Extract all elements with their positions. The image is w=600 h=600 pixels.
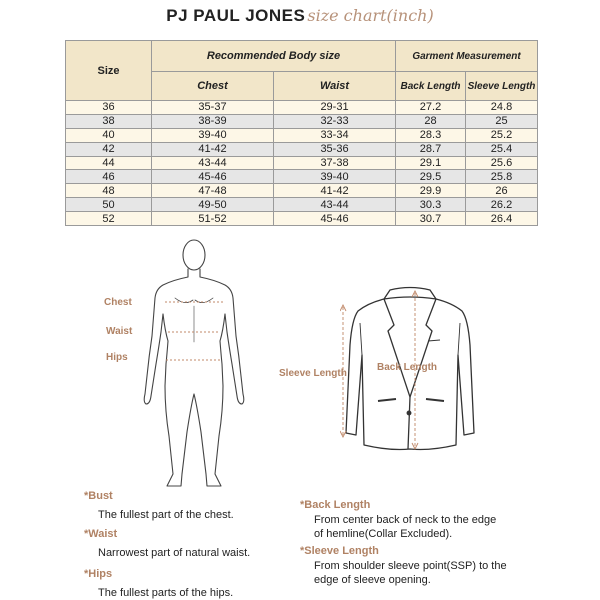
sleeve-length-cell: 25 bbox=[466, 114, 538, 128]
star-icon: * bbox=[84, 490, 89, 502]
definition-hips bbox=[84, 568, 233, 600]
sleeve-length-header: Sleeve Length bbox=[466, 72, 538, 101]
star-icon: * bbox=[84, 568, 89, 580]
jacket-label-back-length: Back Length bbox=[377, 362, 438, 373]
definition-sleeve-length bbox=[300, 545, 507, 587]
chest-header: Chest bbox=[152, 72, 274, 101]
table-row bbox=[66, 156, 538, 170]
table-row bbox=[66, 114, 538, 128]
sleeve-length-cell: 24.8 bbox=[466, 101, 538, 115]
star-icon: * bbox=[300, 545, 305, 557]
definition-text: The fullest part of the chest. bbox=[98, 509, 234, 521]
sleeve-length-cell: 25.4 bbox=[466, 142, 538, 156]
back-length-cell: 29.9 bbox=[396, 184, 466, 198]
size-cell: 52 bbox=[66, 212, 152, 226]
table-row bbox=[66, 198, 538, 212]
size-chart-label: size chart(inch) bbox=[307, 6, 434, 25]
body-figure-illustration bbox=[115, 236, 275, 496]
definition-text: Narrowest part of natural waist. bbox=[98, 547, 251, 559]
size-cell: 42 bbox=[66, 142, 152, 156]
definition-text: The fullest parts of the hips. bbox=[98, 587, 234, 599]
back-length-cell: 28.3 bbox=[396, 128, 466, 142]
definition-term: Bust bbox=[88, 490, 113, 502]
back-length-cell: 30.7 bbox=[396, 212, 466, 226]
chest-cell: 41-42 bbox=[152, 142, 274, 156]
sleeve-length-cell: 26 bbox=[466, 184, 538, 198]
back-length-cell: 30.3 bbox=[396, 198, 466, 212]
chest-cell: 35-37 bbox=[152, 101, 274, 115]
table-row bbox=[66, 101, 538, 115]
size-chart-table bbox=[65, 40, 538, 226]
brand-name: PJ PAUL JONES bbox=[166, 6, 306, 25]
waist-cell: 29-31 bbox=[274, 101, 396, 115]
table-row bbox=[66, 142, 538, 156]
body-label-hips: Hips bbox=[106, 352, 128, 363]
definition-text-line2: edge of sleeve opening. bbox=[314, 574, 431, 586]
waist-header: Waist bbox=[274, 72, 396, 101]
chest-cell: 39-40 bbox=[152, 128, 274, 142]
definition-text-line1: From shoulder sleeve point(SSP) to the bbox=[314, 560, 507, 572]
sleeve-length-cell: 26.4 bbox=[466, 212, 538, 226]
chest-cell: 49-50 bbox=[152, 198, 274, 212]
definition-text-line2: of hemline(Collar Excluded). bbox=[314, 528, 453, 540]
chest-cell: 43-44 bbox=[152, 156, 274, 170]
size-cell: 46 bbox=[66, 170, 152, 184]
waist-cell: 39-40 bbox=[274, 170, 396, 184]
back-length-cell: 29.1 bbox=[396, 156, 466, 170]
chest-cell: 51-52 bbox=[152, 212, 274, 226]
size-cell: 38 bbox=[66, 114, 152, 128]
jacket-illustration bbox=[340, 285, 480, 465]
body-label-chest: Chest bbox=[104, 297, 132, 308]
page-title bbox=[0, 6, 600, 26]
size-header: Size bbox=[66, 41, 152, 101]
waist-cell: 45-46 bbox=[274, 212, 396, 226]
waist-cell: 35-36 bbox=[274, 142, 396, 156]
waist-cell: 32-33 bbox=[274, 114, 396, 128]
definition-term: Back Length bbox=[304, 499, 371, 511]
definition-waist bbox=[84, 528, 250, 560]
sleeve-length-cell: 25.6 bbox=[466, 156, 538, 170]
definition-bust bbox=[84, 490, 234, 522]
table-row bbox=[66, 128, 538, 142]
size-cell: 44 bbox=[66, 156, 152, 170]
garment-group-header: Garment Measurement bbox=[396, 41, 538, 72]
back-length-header: Back Length bbox=[396, 72, 466, 101]
waist-cell: 37-38 bbox=[274, 156, 396, 170]
back-length-cell: 29.5 bbox=[396, 170, 466, 184]
sleeve-length-cell: 25.8 bbox=[466, 170, 538, 184]
chest-cell: 38-39 bbox=[152, 114, 274, 128]
back-length-cell: 28.7 bbox=[396, 142, 466, 156]
waist-cell: 33-34 bbox=[274, 128, 396, 142]
jacket-label-sleeve-length: Sleeve Length bbox=[279, 368, 347, 379]
definition-term: Waist bbox=[88, 528, 118, 540]
definition-text-line1: From center back of neck to the edge bbox=[314, 514, 497, 526]
sleeve-length-cell: 26.2 bbox=[466, 198, 538, 212]
definition-back-length bbox=[300, 499, 496, 541]
size-cell: 50 bbox=[66, 198, 152, 212]
table-row bbox=[66, 212, 538, 226]
size-cell: 40 bbox=[66, 128, 152, 142]
table-row bbox=[66, 184, 538, 198]
size-cell: 48 bbox=[66, 184, 152, 198]
definition-term: Hips bbox=[88, 568, 113, 580]
size-cell: 36 bbox=[66, 101, 152, 115]
body-size-group-header: Recommended Body size bbox=[152, 41, 396, 72]
back-length-cell: 28 bbox=[396, 114, 466, 128]
table-row bbox=[66, 170, 538, 184]
star-icon: * bbox=[300, 499, 305, 511]
waist-cell: 41-42 bbox=[274, 184, 396, 198]
body-label-waist: Waist bbox=[106, 326, 133, 337]
chest-cell: 45-46 bbox=[152, 170, 274, 184]
definition-term: Sleeve Length bbox=[304, 545, 379, 557]
back-length-cell: 27.2 bbox=[396, 101, 466, 115]
sleeve-length-cell: 25.2 bbox=[466, 128, 538, 142]
waist-cell: 43-44 bbox=[274, 198, 396, 212]
star-icon: * bbox=[84, 528, 89, 540]
chest-cell: 47-48 bbox=[152, 184, 274, 198]
